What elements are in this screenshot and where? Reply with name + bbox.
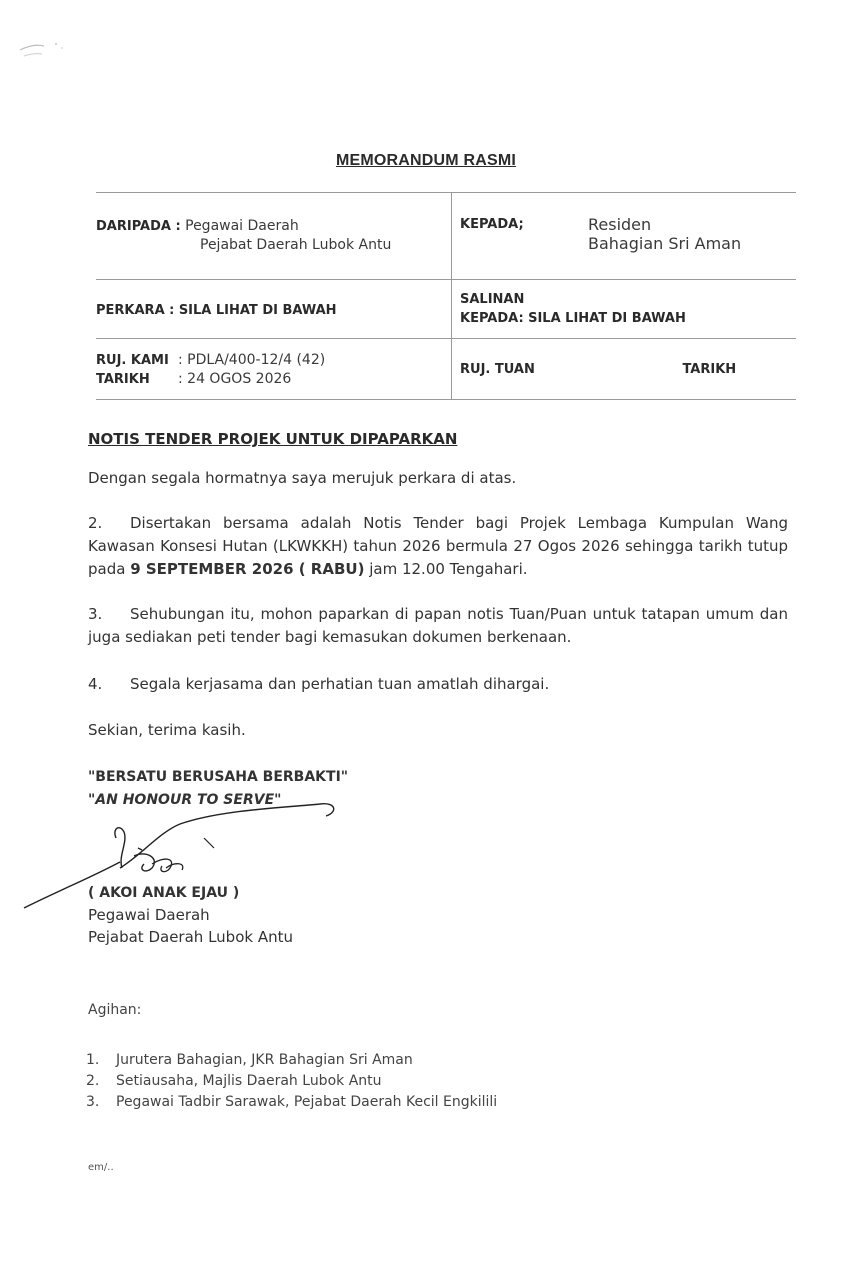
- memo-row-subject: [96, 280, 796, 339]
- ruj-kami-label: RUJ. KAMI: [96, 353, 169, 368]
- salinan-kepada-value: SILA LIHAT DI BAWAH: [528, 311, 686, 326]
- memo-row-from-to: [96, 193, 796, 280]
- list-item: [86, 1071, 497, 1092]
- salinan-cell: [452, 280, 796, 338]
- closing-date: 9 SEPTEMBER 2026 ( RABU): [130, 560, 365, 578]
- paragraph-2: [88, 512, 788, 581]
- footer-reference: em/..: [88, 1162, 114, 1173]
- paragraph-4-text: Segala kerjasama dan perhatian tuan amatlah dihargai.: [130, 675, 550, 693]
- scan-mark-icon: [14, 38, 74, 68]
- paragraph-3-text: Sehubungan itu, mohon paparkan di papan notis Tuan/Puan untuk tatapan umum dan juga sediakan peti tender bagi kemasukan dokumen berkenaan.: [88, 605, 788, 646]
- signer-position: Pegawai Daerah: [88, 906, 210, 924]
- from-cell: [96, 193, 452, 279]
- motto-malay: "BERSATU BERUSAHA BERBAKTI": [88, 769, 349, 785]
- signer-block: [88, 882, 293, 948]
- memo-title: MEMORANDUM RASMI: [335, 152, 517, 169]
- list-item-text: Setiausaha, Majlis Daerah Lubok Antu: [116, 1073, 382, 1089]
- perkara-value: SILA LIHAT DI BAWAH: [178, 303, 337, 318]
- list-item: [86, 1092, 497, 1113]
- salinan-label: SALINAN: [460, 292, 525, 307]
- distribution-list: [86, 1050, 497, 1113]
- closing-line: Sekian, terima kasih.: [88, 721, 246, 739]
- ruj-tuan-cell: [452, 339, 796, 399]
- paragraph-3: [88, 603, 788, 649]
- paragraph-2-number: 2.: [88, 514, 103, 532]
- paragraph-4: [88, 673, 788, 696]
- daripada-label: DARIPADA :: [96, 219, 181, 234]
- paragraph-4-number: 4.: [88, 675, 103, 693]
- perkara-cell: [96, 280, 452, 338]
- daripada-line1: Pegawai Daerah: [185, 218, 299, 234]
- paragraph-2-text-a: Disertakan bersama adalah Notis Tender bagi Projek Lembaga Kumpulan Wang Kawasan Konsesi Hutan (LKWKKH) tahun 2026 bermula 27 Ogos 2026 sehingga tarikh tutup pada: [88, 514, 788, 578]
- signer-office: Pejabat Daerah Lubok Antu: [88, 928, 293, 946]
- list-item: [86, 1050, 497, 1071]
- tarikh-right-label: TARIKH: [682, 362, 737, 377]
- opening-paragraph: Dengan segala hormatnya saya merujuk perkara di atas.: [88, 469, 517, 487]
- ruj-kami-cell: [96, 339, 452, 399]
- signer-name: ( AKOI ANAK EJAU ): [88, 885, 240, 901]
- kepada-line1: Residen: [588, 215, 652, 234]
- kepada-line2: Bahagian Sri Aman: [588, 234, 742, 253]
- memo-row-refs: [96, 339, 796, 400]
- list-item-text: Pegawai Tadbir Sarawak, Pejabat Daerah Kecil Engkilili: [116, 1094, 498, 1110]
- ruj-kami-value: : PDLA/400-12/4 (42): [178, 352, 326, 368]
- kepada-label: KEPADA;: [460, 217, 524, 232]
- tarikh-label: TARIKH: [96, 372, 150, 387]
- list-item-number: 3.: [86, 1094, 100, 1110]
- ruj-tuan-label: RUJ. TUAN: [460, 362, 535, 377]
- perkara-label: PERKARA :: [96, 303, 175, 318]
- salinan-kepada-label: KEPADA:: [460, 311, 524, 326]
- list-item-number: 2.: [86, 1073, 100, 1089]
- paragraph-3-number: 3.: [88, 605, 103, 623]
- memo-header-table: [96, 192, 796, 400]
- list-item-text: Jurutera Bahagian, JKR Bahagian Sri Aman: [116, 1052, 413, 1068]
- notice-heading: NOTIS TENDER PROJEK UNTUK DIPAPARKAN: [88, 430, 458, 448]
- daripada-line2: Pejabat Daerah Lubok Antu: [200, 237, 392, 253]
- distribution-label: Agihan:: [88, 1002, 142, 1018]
- to-cell: [452, 193, 796, 279]
- tarikh-value: : 24 OGOS 2026: [178, 371, 292, 387]
- paragraph-2-text-b: jam 12.00 Tengahari.: [364, 560, 528, 578]
- motto-english: "AN HONOUR TO SERVE": [88, 792, 282, 808]
- list-item-number: 1.: [86, 1052, 100, 1068]
